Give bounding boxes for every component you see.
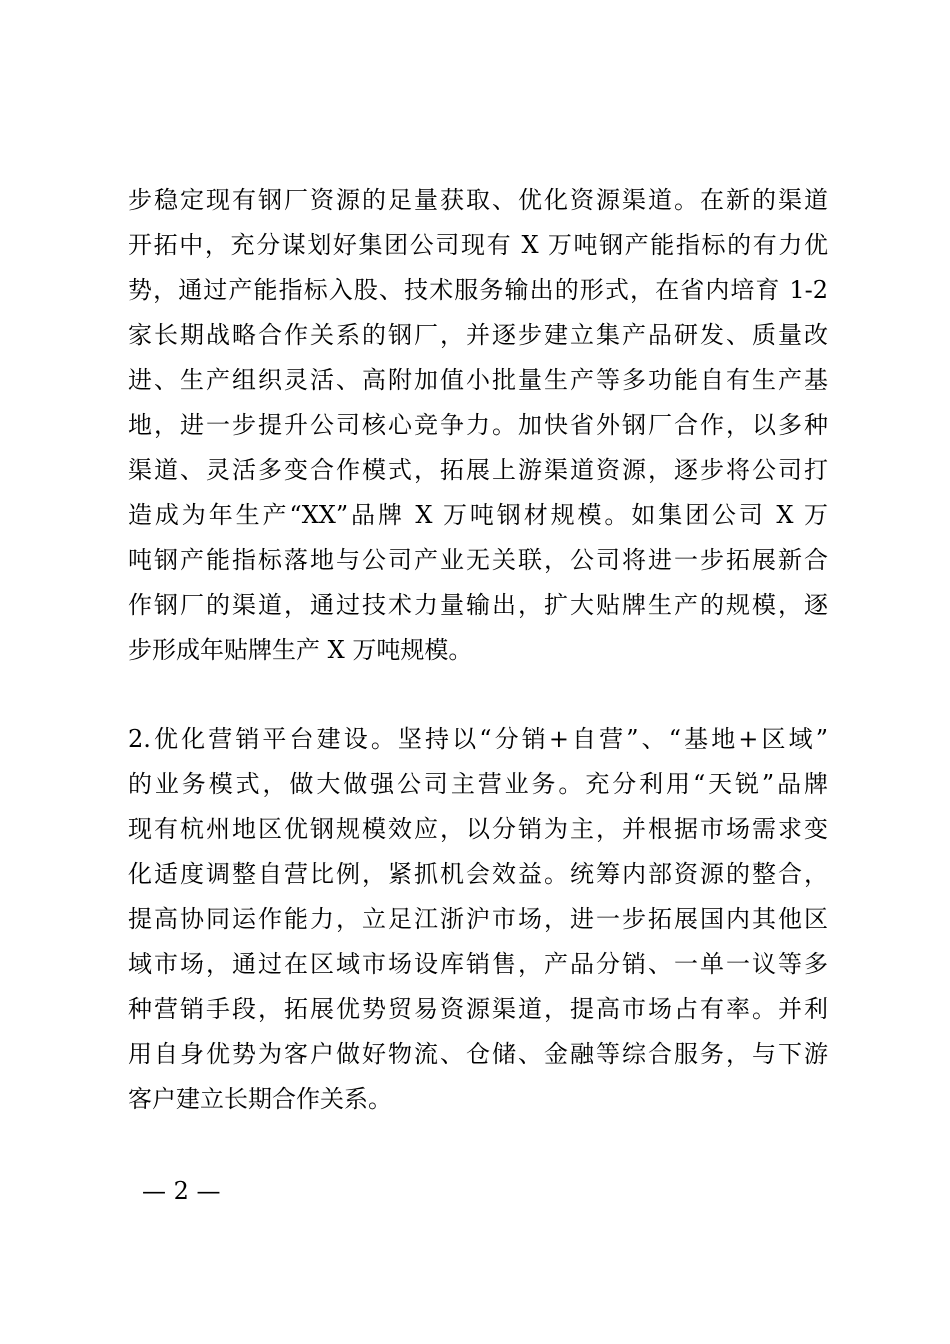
paragraph-2-line-7: 种营销手段，拓展优势贸易资源渠道，提高市场占有率。并利	[128, 995, 828, 1023]
paragraph-2-line-3: 现有杭州地区优钢规模效应，以分销为主，并根据市场需求变	[128, 815, 828, 843]
paragraph-2-line-5: 提高协同运作能力，立足江浙沪市场，进一步拓展国内其他区	[128, 905, 828, 933]
paragraph-1-line-2: 开拓中，充分谋划好集团公司现有 X 万吨钢产能指标的有力优	[128, 231, 828, 259]
paragraph-1-line-6: 地，进一步提升公司核心竞争力。加快省外钢厂合作，以多种	[128, 411, 828, 439]
paragraph-2-line-8: 用自身优势为客户做好物流、仓储、金融等综合服务，与下游	[128, 1040, 828, 1068]
paragraph-2-line-1: 2.优化营销平台建设。坚持以“分销+自营”、“基地+区域”	[128, 725, 828, 753]
paragraph-2-line-9: 客户建立长期合作关系。	[128, 1085, 392, 1113]
paragraph-1-line-4: 家长期战略合作关系的钢厂，并逐步建立集产品研发、质量改	[128, 321, 828, 349]
paragraph-1-line-10: 作钢厂的渠道，通过技术力量输出，扩大贴牌生产的规模，逐	[128, 591, 828, 619]
paragraph-1-line-7: 渠道、灵活多变合作模式，拓展上游渠道资源，逐步将公司打	[128, 456, 828, 484]
paragraph-2-line-4: 化适度调整自营比例，紧抓机会效益。统筹内部资源的整合，	[128, 860, 828, 888]
paragraph-1-line-11: 步形成年贴牌生产 X 万吨规模。	[128, 636, 473, 664]
paragraph-2-line-6: 域市场，通过在区域市场设库销售，产品分销、一单一议等多	[128, 950, 828, 978]
paragraph-1-line-5: 进、生产组织灵活、高附加值小批量生产等多功能自有生产基	[128, 366, 828, 394]
paragraph-1-line-9: 吨钢产能指标落地与公司产业无关联，公司将进一步拓展新合	[128, 546, 828, 574]
page-number: — 2 —	[142, 1177, 221, 1205]
paragraph-1-line-3: 势，通过产能指标入股、技术服务输出的形式，在省内培育 1-2	[128, 276, 828, 304]
paragraph-1-line-1: 步稳定现有钢厂资源的足量获取、优化资源渠道。在新的渠道	[128, 186, 828, 214]
paragraph-2-line-2: 的业务模式，做大做强公司主营业务。充分利用“天锐”品牌	[128, 770, 828, 798]
paragraph-1-line-8: 造成为年生产“XX”品牌 X 万吨钢材规模。如集团公司 X 万	[128, 501, 828, 529]
